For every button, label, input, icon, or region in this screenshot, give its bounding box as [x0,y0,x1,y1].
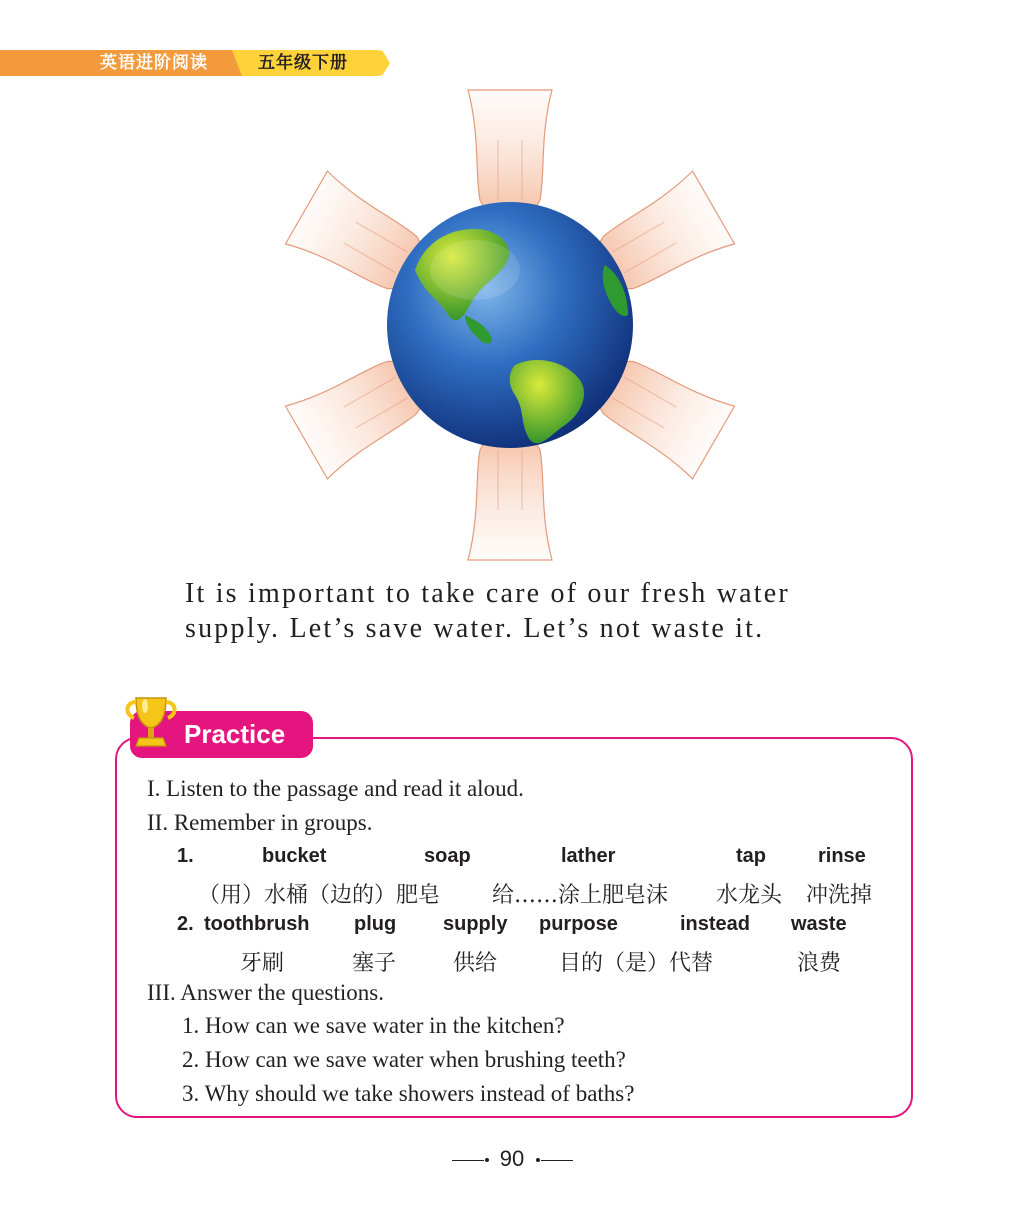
globe [387,202,633,448]
meaning-bucket-soap: （用）水桶（边的）肥皂 [198,883,441,908]
practice-label: Practice [184,719,286,749]
page-number-dot-left [485,1158,489,1162]
word-soap: soap [424,845,471,867]
group1-number: 1. [177,845,194,867]
word-purpose: purpose [539,913,618,935]
meaning-purpose-instead: 目的（是）代替 [559,951,714,976]
meaning-lather: 给……涂上肥皂沫 [492,883,669,908]
page-number-rule-right [541,1160,573,1161]
section-3: III. Answer the questions. [147,980,384,1005]
meaning-tap: 水龙头 [716,883,783,908]
meaning-toothbrush: 牙刷 [240,951,285,976]
passage-line-2: supply. Let’s save water. Let’s not waste it. [185,613,765,644]
word-bucket: bucket [262,845,327,867]
meaning-rinse: 冲洗掉 [806,883,873,908]
page-number-rule-left [452,1160,484,1161]
trophy-icon [118,688,184,754]
grade-label: 五年级下册 [258,53,348,73]
page-number-dot-right [536,1158,540,1162]
meaning-supply: 供给 [453,951,498,976]
page-number: 90 [499,1146,525,1171]
word-toothbrush: toothbrush [204,913,310,935]
section-2: II. Remember in groups. [147,810,373,835]
word-instead: instead [680,913,751,935]
word-rinse: rinse [818,845,866,867]
section-1: I. Listen to the passage and read it aloud. [147,776,524,801]
passage [185,576,865,646]
meaning-plug: 塞子 [352,951,397,976]
word-supply: supply [443,913,508,935]
question-3: 3. Why should we take showers instead of baths? [182,1081,635,1106]
group2-number: 2. [177,913,194,935]
word-waste: waste [791,913,847,935]
passage-line-1: It is important to take care of our fresh water [185,578,790,609]
question-2: 2. How can we save water when brushing teeth? [182,1047,626,1072]
word-plug: plug [354,913,397,935]
word-tap: tap [736,845,766,867]
earth-held-by-hands-icon [255,80,765,570]
word-lather: lather [561,845,616,867]
meaning-waste: 浪费 [797,951,842,976]
series-title: 英语进阶阅读 [100,53,208,73]
question-1: 1. How can we save water in the kitchen? [182,1013,565,1038]
